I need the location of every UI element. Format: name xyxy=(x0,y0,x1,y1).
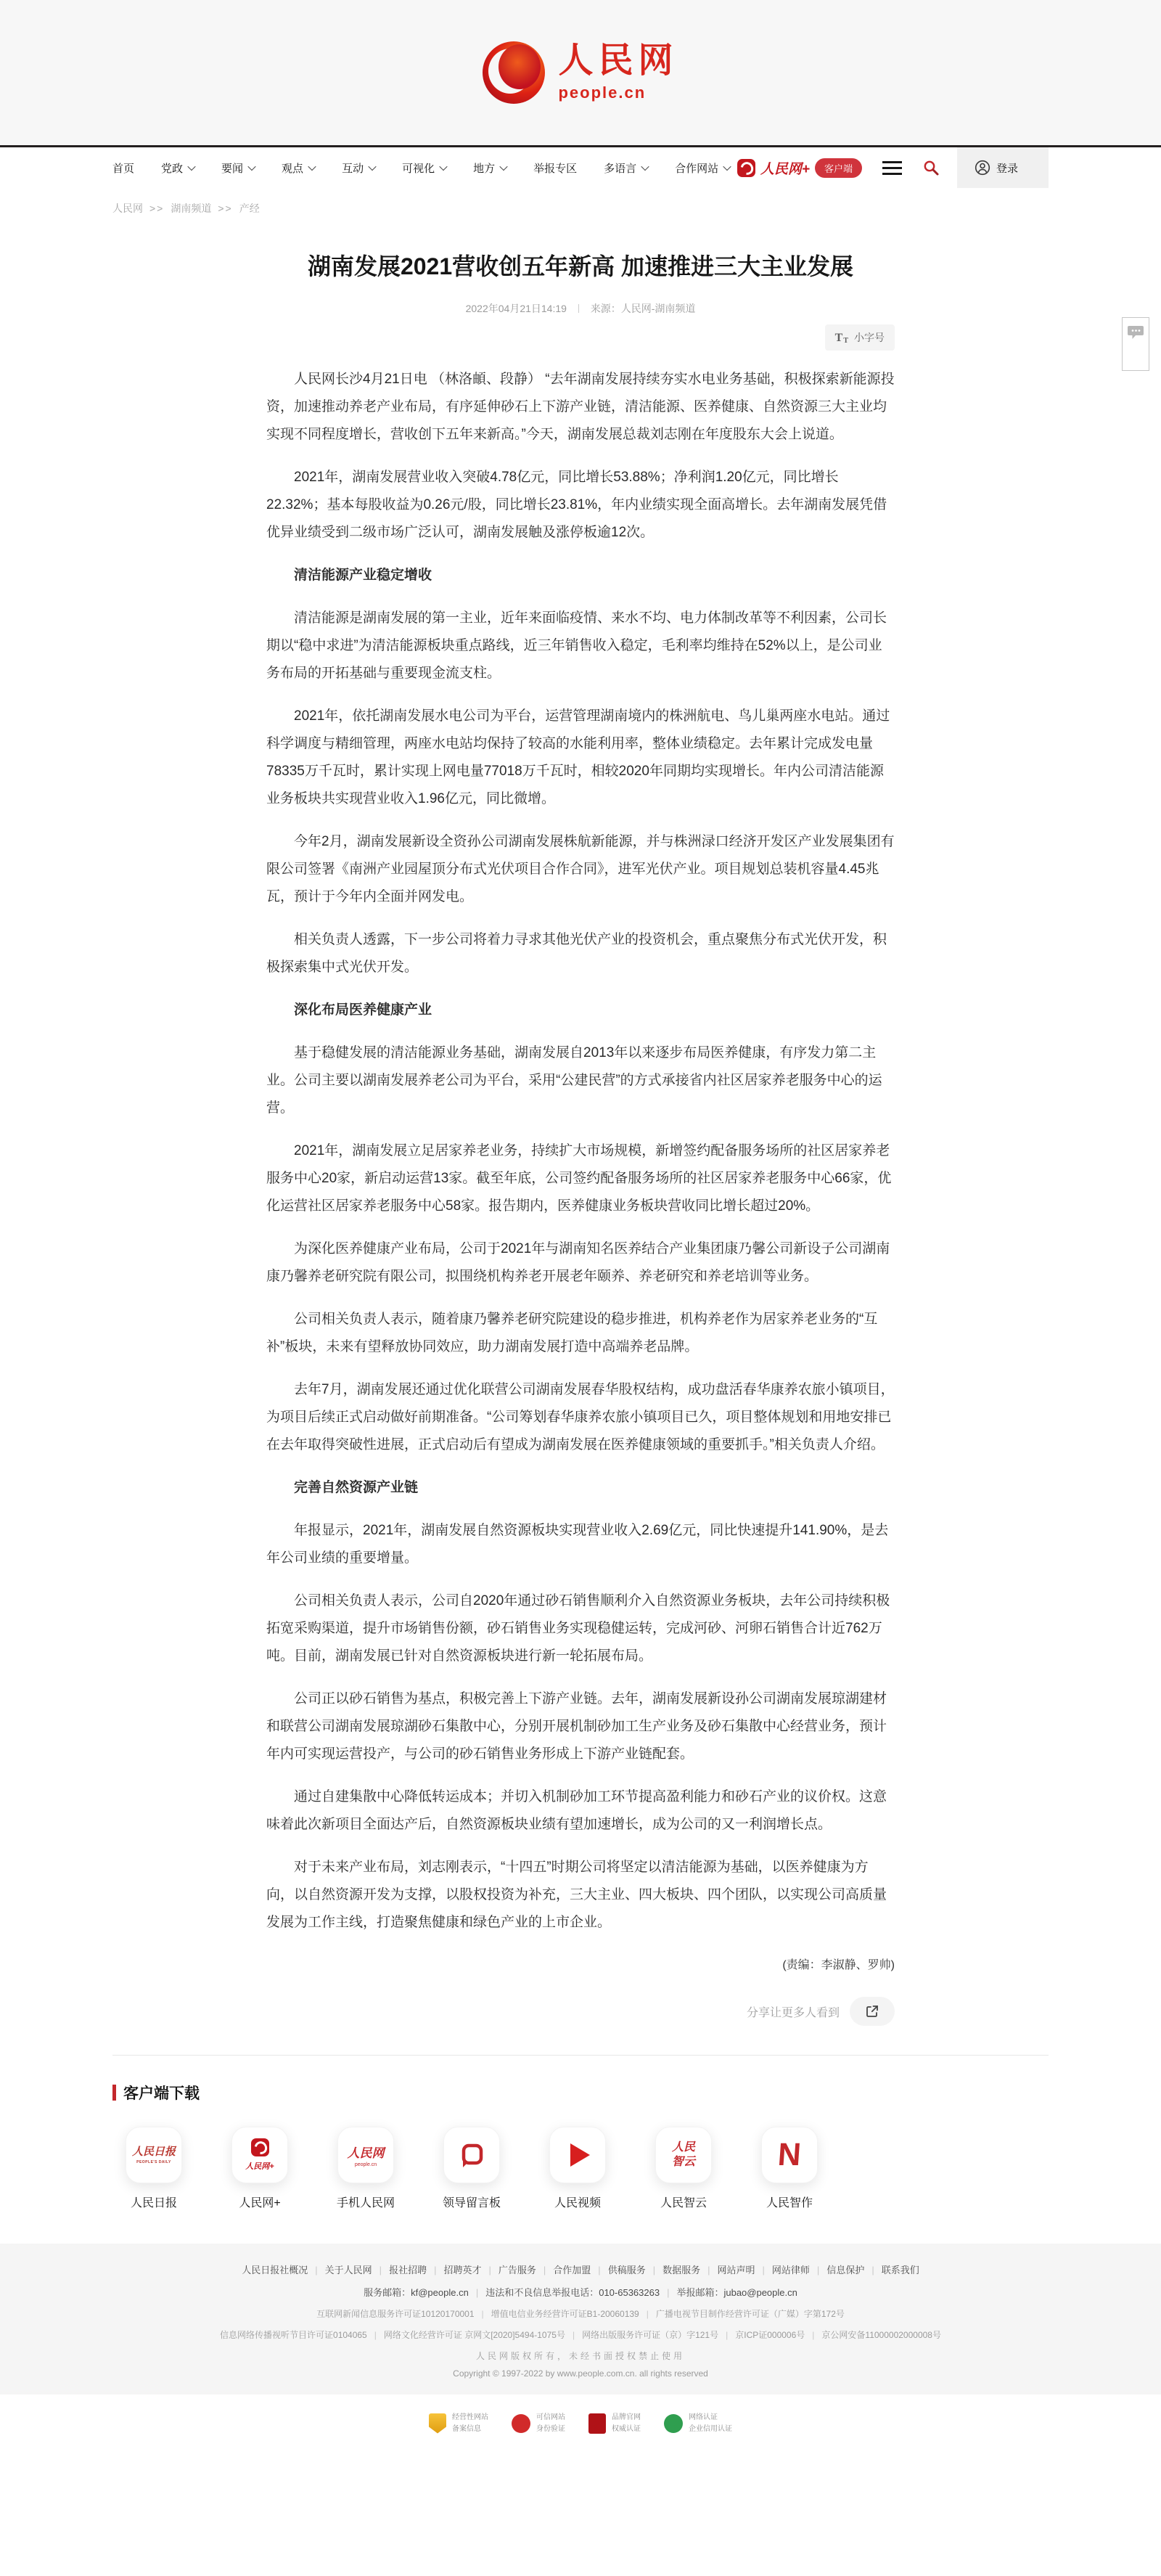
footer-link[interactable]: 供稿服务 | xyxy=(608,2262,662,2276)
footer-licenses-1 xyxy=(0,2307,1161,2320)
login-label: 登录 xyxy=(996,162,1018,175)
footer-link[interactable]: 关于人民网 | xyxy=(325,2262,389,2276)
play-icon xyxy=(570,2143,590,2167)
people-plus-glyph-icon xyxy=(251,2138,269,2156)
people-zhizuo-app-icon: N xyxy=(761,2127,818,2183)
copyright-cn: 人民网版权所有，未经书面授权禁止使用 xyxy=(475,2351,685,2361)
font-size-button[interactable] xyxy=(825,324,895,351)
footer-link[interactable]: 报社招聘 | xyxy=(389,2262,443,2276)
nav-item[interactable]: 观点 xyxy=(282,160,315,176)
nav-item[interactable]: 多语言 xyxy=(604,160,648,176)
article-paragraph: 公司相关负责人表示，公司自2020年通过砂石销售顺利介入自然资源业务板块，去年公司持续积极拓宽采购渠道，提升市场销售份额，砂石销售业务实现稳健运转，完成河砂、河卵石销售合计近762万吨。目前，湖南发展已针对自然资源板块进行新一轮拓展布局。 xyxy=(266,1593,890,1664)
nav-item[interactable]: 地方 xyxy=(473,160,506,176)
footer-license: 互联网新闻信息服务许可证10120170001 | xyxy=(316,2307,491,2320)
footer-link[interactable]: 人民日报社概况 | xyxy=(242,2262,324,2276)
nav-item[interactable]: 党政 xyxy=(161,160,194,176)
byline: (责编：李淑静、罗帅) xyxy=(782,1959,895,1971)
site-logo-title: 人民网 xyxy=(558,41,678,80)
cert-badge-network-credit[interactable]: 网络认证 企业信用认证 xyxy=(664,2412,732,2434)
footer-contact-item: 违法和不良信息举报电话：010-65363263 | xyxy=(485,2285,676,2299)
share-button[interactable] xyxy=(850,1997,895,2026)
article-paragraph: 完善自然资源产业链 xyxy=(294,1480,419,1495)
nav-item[interactable]: 举报专区 xyxy=(533,162,578,175)
article-main xyxy=(266,249,895,2026)
article-paragraph: 年报显示，2021年，湖南发展自然资源板块实现营业收入2.69亿元，同比快速提升141.90%，是去年公司业绩的重要增量。 xyxy=(266,1523,889,1566)
app-label: 人民网+ xyxy=(239,2197,281,2209)
footer-contact xyxy=(0,2285,1161,2299)
people-zhiyun-app-icon: 人民智云 xyxy=(655,2127,712,2183)
breadcrumb-link[interactable]: >> 产经 xyxy=(211,201,259,216)
footer-link[interactable]: 网站律师 | xyxy=(772,2262,826,2276)
font-size-icon xyxy=(835,332,843,345)
nav-item[interactable]: 要闻 xyxy=(221,160,255,176)
article-body xyxy=(266,366,895,1937)
article-paragraph: 对于未来产业布局，刘志刚表示，“十四五”时期公司将坚定以清洁能源为基础，以医养健康为方向，以自然资源开发为支撑，以股权投资为补充，三大主业、四大板块、四个团队，以实现公司高质量发展为工作主线，打造聚焦健康和绿色产业的上市企业。 xyxy=(266,1860,887,1930)
share-icon xyxy=(865,2004,879,2019)
footer-link[interactable]: 广告服务 | xyxy=(499,2262,553,2276)
app-label: 人民日报 xyxy=(130,2197,177,2209)
cert-badge-brand-site[interactable]: 品牌官网 权威认证 xyxy=(588,2412,641,2434)
footer-link[interactable]: 信息保护 | xyxy=(826,2262,881,2276)
article-paragraph: 为深化医养健康产业布局，公司于2021年与湖南知名医养结合产业集团康乃馨公司新设子公司湖南康乃馨养老研究院有限公司，拟围绕机构养老开展老年颐养、养老研究和养老培训等业务。 xyxy=(266,1241,890,1284)
footer-link[interactable]: 数据服务 | xyxy=(662,2262,717,2276)
speech-frame-icon xyxy=(458,2141,485,2169)
article-paragraph: 今年2月，湖南发展新设全资孙公司湖南发展株航新能源，并与株洲渌口经济开发区产业发展集团有限公司签署《南洲产业园屋顶分布式光伏项目合作合同》，进军光伏产业。项目规划总装机容量4.45兆瓦，预计于今年内全面并网发电。 xyxy=(266,834,895,904)
app-label: 人民智作 xyxy=(766,2197,813,2209)
comment-button[interactable] xyxy=(1122,317,1149,371)
article-paragraph: 相关负责人透露，下一步公司将着力寻求其他光伏产业的投资机会，重点聚焦分布式光伏开发，积极探索集中式光伏开发。 xyxy=(266,932,887,975)
footer-link[interactable]: 联系我们 xyxy=(881,2265,919,2276)
footer-links xyxy=(0,2262,1161,2276)
nav-item[interactable]: 互动 xyxy=(342,160,375,176)
footer-license: 网络文化经营许可证 京网文[2020]5494-1075号 | xyxy=(384,2328,582,2341)
app-label: 手机人民网 xyxy=(336,2197,395,2209)
brand-cert-icon xyxy=(588,2413,606,2434)
source-label: 来源： xyxy=(590,303,621,314)
article-paragraph: 公司正以砂石销售为基点，积极完善上下游产业链。去年，湖南发展新设孙公司湖南发展琼湖建材和联营公司湖南发展琼湖砂石集散中心，分别开展机制砂加工生产业务及砂石集散中心经营业务，预计年内可实现运营投产，与公司的砂石销售业务形成上下游产业链配套。 xyxy=(266,1691,887,1762)
nav-item[interactable]: 可视化 xyxy=(402,160,446,176)
article-paragraph: 通过自建集散中心降低转运成本；并切入机制砂加工环节提高盈利能力和砂石产业的议价权。这意味着此次新项目全面达产后，自然资源板块业绩有望加速增长，成为公司的又一利润增长点。 xyxy=(266,1789,887,1832)
nav-item[interactable]: 合作网站 xyxy=(675,160,730,176)
people-plus-brand: 人民网+ xyxy=(760,161,810,177)
footer-license: 信息网络传播视听节目许可证0104065 | xyxy=(220,2328,384,2341)
app-mobile-people[interactable] xyxy=(327,2127,404,2210)
peoples-daily-app-icon: 人民日报 PEOPLE'S DAILY xyxy=(126,2127,182,2183)
font-size-icon-small xyxy=(843,333,848,345)
magnifier-glyph xyxy=(922,159,940,176)
article-paragraph: 2021年，依托湖南发展水电公司为平台，运营管理湖南境内的株洲航电、鸟儿巢两座水电站。通过科学调度与精细管理，两座水电站均保持了较高的水能利用率，整体业绩稳定。去年累计完成发电量78335万千瓦时，累计实现上网电量77018万千瓦时，相较2020年同期均实现增长。年内公司清洁能源业务板块共实现营业收入1.96亿元，同比微增。 xyxy=(266,708,890,806)
site-logo-subtitle: people.cn xyxy=(558,83,647,102)
app-label: 领导留言板 xyxy=(442,2197,501,2209)
footer-contact-item: 服务邮箱：kf@people.cn | xyxy=(364,2285,485,2299)
message-board-app-icon xyxy=(443,2127,500,2183)
app-label: 人民视频 xyxy=(554,2197,601,2209)
app-people-zhizuo[interactable] xyxy=(751,2127,828,2210)
search-icon[interactable] xyxy=(922,159,940,176)
footer-license: 京公网安备11000002000008号 xyxy=(821,2330,941,2340)
login-button[interactable] xyxy=(957,147,1049,188)
article-title: 湖南发展2021营收创五年新高 加速推进三大主业发展 xyxy=(307,253,854,279)
cert-badge-trusted-site[interactable]: 可信网站 身份验证 xyxy=(512,2412,565,2434)
copyright-en: Copyright © 1997-2022 by www.people.com.cn. all rights reserved xyxy=(453,2368,708,2379)
download-heading: 客户端下载 xyxy=(123,2085,200,2102)
certification-badges xyxy=(0,2395,1161,2456)
article-paragraph: 人民网长沙4月21日电 （林洛頔、段静） “去年湖南发展持续夯实水电业务基础，积极探索新能源投资，加速推动养老产业布局，有序延伸砂石上下游产业链，清洁能源、医养健康、自然资源三大主业均实现不同程度增长，营收创下五年来新高。”今天，湖南发展总裁刘志刚在年度股东大会上说道。 xyxy=(266,372,895,442)
article-paragraph: 清洁能源是湖南发展的第一主业，近年来面临疫情、来水不均、电力体制改革等不利因素，公司长期以“稳中求进”为清洁能源板块重点路线，近三年销售收入稳定，毛利率均维持在52%以上，是公司业务布局的开拓基础与重要现金流支柱。 xyxy=(266,610,887,681)
breadcrumb-link[interactable]: 人民网 xyxy=(112,203,143,214)
user-icon xyxy=(975,160,990,176)
source-link[interactable]: 人民网-湖南频道 xyxy=(620,303,696,314)
footer-license: 网络出版服务许可证（京）字121号 | xyxy=(582,2328,735,2341)
section-accent-bar xyxy=(112,2085,116,2101)
people-video-app-icon xyxy=(549,2127,606,2183)
app-label: 人民智云 xyxy=(660,2197,707,2209)
client-download-section xyxy=(112,2082,1049,2210)
site-logo[interactable] xyxy=(483,41,678,104)
people-plus-client-badge[interactable] xyxy=(737,158,862,178)
breadcrumb xyxy=(112,201,1049,216)
app-peoples-daily[interactable] xyxy=(115,2127,192,2210)
people-plus-app-icon: 人民网+ xyxy=(231,2127,288,2183)
font-size-label: 小字号 xyxy=(854,332,885,343)
article-paragraph: 2021年，湖南发展营业收入突破4.78亿元，同比增长53.88%；净利润1.20亿元，同比增长22.32%；基本每股收益为0.26元/股，同比增长23.81%，年内业绩实现全面高增长。去年湖南发展凭借优异业绩受到二级市场广泛认可，湖南发展触及涨停板逾12次。 xyxy=(266,470,887,540)
cert-badge-icp-record[interactable]: 经营性网站 备案信息 xyxy=(429,2412,488,2434)
nav-item[interactable]: 首页 xyxy=(112,162,135,175)
article-meta xyxy=(266,301,895,316)
app-leader-message-board[interactable] xyxy=(433,2127,510,2210)
footer-link[interactable]: 合作加盟 | xyxy=(553,2262,607,2276)
people-logo-icon xyxy=(483,41,545,104)
footer-contact-item: 举报邮箱：jubao@people.cn xyxy=(676,2287,797,2298)
footer-licenses-2 xyxy=(0,2328,1161,2341)
comment-ellipsis-icon xyxy=(1127,324,1144,340)
people-plus-logo-icon xyxy=(737,159,755,177)
mobile-people-app-icon: 人民网 people.cn xyxy=(337,2127,394,2183)
content-divider xyxy=(112,2055,1049,2056)
article-paragraph: 基于稳健发展的清洁能源业务基础，湖南发展自2013年以来逐步布局医养健康，有序发力第二主业。公司主要以湖南发展养老公司为平台，采用“公建民营”的方式承接省内社区居家养老服务中心的运营。 xyxy=(266,1045,882,1116)
article-paragraph: 深化布局医养健康产业 xyxy=(294,1002,432,1018)
publish-date: 2022年04月21日14:19 xyxy=(465,303,567,314)
main-nav xyxy=(0,147,1161,188)
share-label: 分享让更多人看到 xyxy=(746,2006,840,2019)
client-pill: 客户端 xyxy=(815,158,862,178)
app-people-video[interactable] xyxy=(539,2127,616,2210)
meta-divider xyxy=(578,304,579,313)
app-people-zhiyun[interactable] xyxy=(645,2127,722,2210)
app-people-plus[interactable] xyxy=(221,2127,298,2210)
article-paragraph: 2021年，湖南发展立足居家养老业务，持续扩大市场规模，新增签约配备服务场所的社区居家养老服务中心20家，新启动运营13家。截至年底，公司签约配备服务场所的社区居家养老服务中心66家，优化运营社区居家养老服务中心58家。报告期内，医养健康业务板块营收同比增长超过20%。 xyxy=(266,1143,892,1214)
breadcrumb-link[interactable]: >> 湖南频道 xyxy=(143,201,211,216)
trusted-site-icon xyxy=(512,2414,530,2433)
shield-icon xyxy=(429,2413,446,2434)
footer-link[interactable]: 网站声明 | xyxy=(718,2262,772,2276)
credit-cert-icon xyxy=(664,2414,683,2433)
footer-license: 广播电视节目制作经营许可证（广媒）字第172号 xyxy=(655,2309,845,2319)
site-footer xyxy=(0,2244,1161,2395)
footer-link[interactable]: 招聘英才 | xyxy=(443,2262,498,2276)
article-paragraph: 去年7月，湖南发展还通过优化联营公司湖南发展春华股权结构，成功盘活春华康养农旅小镇项目，为项目后续正式启动做好前期准备。“公司筹划春华康养农旅小镇项目已久，项目整体规划和用地安排已在去年取得突破性进展，正式启动后有望成为湖南发展在医养健康领域的重要抓手。”相关负责人介绍。 xyxy=(266,1382,895,1452)
site-header xyxy=(0,0,1161,147)
footer-license: 京ICP证000006号 | xyxy=(735,2328,821,2341)
nav-menu xyxy=(112,160,730,176)
article-paragraph: 清洁能源产业稳定增收 xyxy=(294,568,432,583)
footer-license: 增值电信业务经营许可证B1-20060139 | xyxy=(491,2307,656,2320)
menu-icon[interactable] xyxy=(879,158,905,178)
article-paragraph: 公司相关负责人表示，随着康乃馨养老研究院建设的稳步推进，机构养老作为居家养老业务的“互补”板块，未来有望释放协同效应，助力湖南发展打造中高端养老品牌。 xyxy=(266,1312,878,1354)
